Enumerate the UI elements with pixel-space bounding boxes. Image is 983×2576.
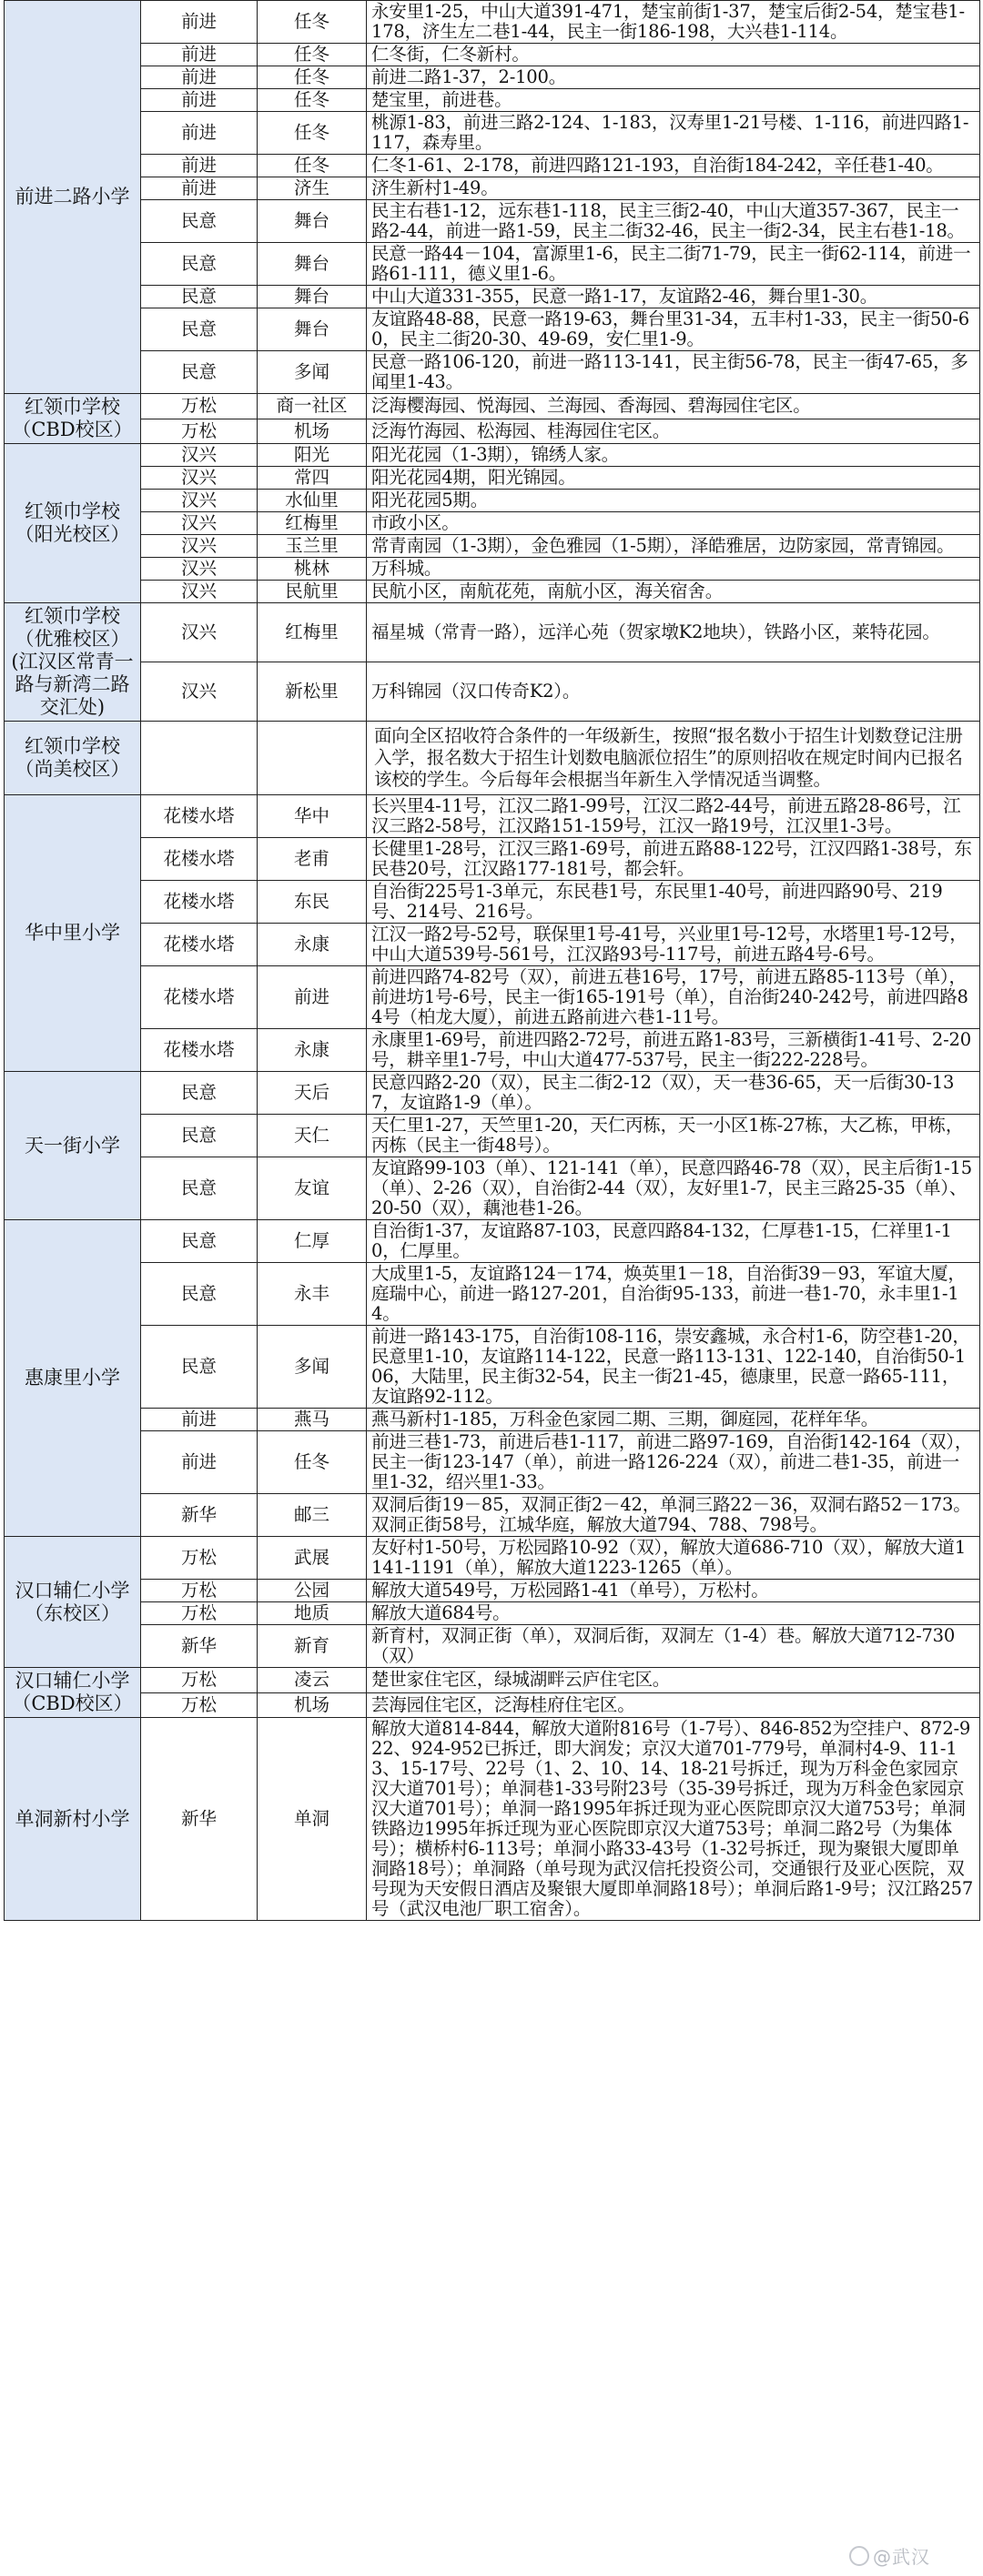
street-cell: 花楼水塔 [141,966,258,1029]
street-cell: 民意 [141,1072,258,1115]
table-row [5,177,980,200]
table-row [5,662,980,722]
school-name-cell: 惠康里小学 [5,1220,141,1537]
range-cell: 长健里1-28号，江汉三路1-69号，前进五路88-122号，江汉四路1-38号，东民巷20号，江汉路177-181号，都会轩。 [367,838,980,881]
table-row [5,558,980,581]
range-cell: 燕马新村1-185，万科金色家园二期、三期，御庭园，花样年华。 [367,1409,980,1431]
street-cell: 前进 [141,177,258,200]
range-cell: 前进二路1-37，2-100。 [367,66,980,89]
range-cell: 前进三巷1-73，前进后巷1-117，前进二路97-169，自治街142-164（双），民主一街123-147（单），前进一路126-224（双），前进二巷1-35，前进一里1-32，绍兴里1-33。 [367,1431,980,1494]
range-cell: 楚世家住宅区，绿城湖畔云庐住宅区。 [367,1668,980,1693]
table-row [5,966,980,1029]
school-name-cell: 天一街小学 [5,1072,141,1220]
school-name-cell: 单洞新村小学 [5,1718,141,1921]
community-cell: 常四 [258,467,367,490]
range-cell: 民主右巷1-12，远东巷1-118，民主三街2-40，中山大道357-367，民主一路2-44，前进一路1-59，民主二街32-46，民主一街2-34，民主右巷1-18。 [367,200,980,243]
community-cell: 水仙里 [258,490,367,512]
table-row [5,44,980,66]
community-cell: 红梅里 [258,603,367,662]
school-name-cell: 汉口辅仁小学（东校区） [5,1537,141,1668]
street-cell: 民意 [141,351,258,394]
table-row [5,1668,980,1693]
street-cell: 汉兴 [141,603,258,662]
range-cell: 仁冬1-61、2-178，前进四路121-193，自治街184-242，辛任巷1-40。 [367,155,980,177]
table-row [5,838,980,881]
table-row [5,1692,980,1718]
street-cell: 前进 [141,1431,258,1494]
community-cell: 民航里 [258,581,367,603]
community-cell: 凌云 [258,1668,367,1693]
community-cell: 友谊 [258,1157,367,1220]
range-cell: 阳光花园（1-3期），锦绣人家。 [367,444,980,467]
range-cell: 前进四路74-82号（双），前进五巷16号，17号，前进五路85-113号（单），前进坊1号-6号，民主一街165-191号（单），自治街240-242号，前进四路84号（柏龙大厦），前进五路前进六巷1-11号。 [367,966,980,1029]
range-cell: 中山大道331-355，民意一路1-17，友谊路2-46，舞台里1-30。 [367,286,980,308]
community-cell: 华中 [258,795,367,838]
community-cell: 天仁 [258,1115,367,1157]
community-cell: 红梅里 [258,512,367,535]
community-cell: 武展 [258,1537,367,1580]
street-cell: 花楼水塔 [141,795,258,838]
table-row [5,1263,980,1326]
street-cell: 汉兴 [141,444,258,467]
community-cell: 东民 [258,881,367,924]
street-cell: 汉兴 [141,467,258,490]
table-row [5,1326,980,1409]
table-row [5,1625,980,1668]
range-cell: 友谊路48-88，民意一路19-63，舞台里31-34，五丰村1-33，民主一街50-60，民主二街20-30、49-69，安仁里1-9。 [367,308,980,351]
table-row [5,1409,980,1431]
table-row [5,1115,980,1157]
street-cell: 新华 [141,1718,258,1921]
table-row [5,89,980,112]
community-cell: 天后 [258,1072,367,1115]
range-cell: 面向全区招收符合条件的一年级新生，按照“报名数小于招生计划数登记注册入学，报名数大于招生计划数电脑派位招生”的原则招收在规定时间内已报名该校的学生。今后每年会根据当年新生入学情况适当调整。 [367,722,980,795]
range-cell: 泛海竹海园、松海园、桂海园住宅区。 [367,419,980,444]
street-cell: 花楼水塔 [141,838,258,881]
street-cell: 民意 [141,1220,258,1263]
table-row [5,535,980,558]
community-cell: 前进 [258,966,367,1029]
table-row [5,603,980,662]
range-cell: 仁冬街，仁冬新村。 [367,44,980,66]
street-cell: 前进 [141,1409,258,1431]
range-cell: 民航小区，南航花苑，南航小区，海关宿舍。 [367,581,980,603]
range-cell: 泛海樱海园、悦海园、兰海园、香海园、碧海园住宅区。 [367,394,980,419]
street-cell: 汉兴 [141,662,258,722]
table-row [5,512,980,535]
community-cell: 任冬 [258,155,367,177]
table-row [5,286,980,308]
street-cell: 民意 [141,1115,258,1157]
community-cell: 公园 [258,1580,367,1602]
range-cell: 新育村，双洞正街（单），双洞后街，双洞左（1-4）巷。解放大道712-730（双） [367,1625,980,1668]
community-cell: 地质 [258,1602,367,1625]
street-cell [141,722,258,795]
street-cell: 花楼水塔 [141,924,258,966]
street-cell: 新华 [141,1494,258,1537]
community-cell: 任冬 [258,112,367,155]
range-cell: 常青南园（1-3期），金色雅园（1-5期），泽皓雅居，边防家园，常青锦园。 [367,535,980,558]
street-cell: 万松 [141,1692,258,1718]
range-cell: 自治街1-37，友谊路87-103，民意四路84-132，仁厚巷1-15，仁祥里1-10，仁厚里。 [367,1220,980,1263]
community-cell: 任冬 [258,44,367,66]
community-cell: 新松里 [258,662,367,722]
street-cell: 万松 [141,1602,258,1625]
range-cell: 解放大道814-844，解放大道附816号（1-7号）、846-852为空挂户、872-922、924-952已拆迁，即大润发；京汉大道701-779号，单洞村4-9、11-13、15-17号、22号（1、2、10、14、18-21号拆迁，现为万科金色家园京汉大道701号）；单洞巷1-33号附23号（35-39号拆迁，现为万科金色家园京汉大道701号）；单洞一路1995年拆迁现为亚心医院即京汉大道753号；单洞铁路边1995年拆迁现为亚心医院即京汉大道753号；单洞二路2号（为集体号）；横桥村6-113号；单洞小路33-43号（1-32号拆迁，现为聚银大厦即单洞路18号）；单洞路（单号现为武汉信托投资公司，交通银行及亚心医院，双号现为天安假日酒店及聚银大厦即单洞路18号）；单洞后路1-9号；汉江路257号（武汉电池厂职工宿舍）。 [367,1718,980,1921]
street-cell: 民意 [141,1263,258,1326]
school-name-cell: 红领巾学校（阳光校区） [5,444,141,603]
range-cell: 楚宝里，前进巷。 [367,89,980,112]
community-cell: 济生 [258,177,367,200]
community-cell: 舞台 [258,200,367,243]
community-cell: 多闻 [258,1326,367,1409]
community-cell: 阳光 [258,444,367,467]
community-cell: 任冬 [258,66,367,89]
street-cell: 前进 [141,89,258,112]
range-cell: 长兴里4-11号，江汉二路1-99号，江汉二路2-44号，前进五路28-86号，江汉三路2-58号，江汉路151-159号，江汉一路19号，江汉里1-3号。 [367,795,980,838]
street-cell: 民意 [141,308,258,351]
street-cell: 万松 [141,394,258,419]
range-cell: 自治街225号1-3单元，东民巷1号，东民里1-40号，前进四路90号、219号、214号、216号。 [367,881,980,924]
range-cell: 解放大道549号，万松园路1-41（单号），万松村。 [367,1580,980,1602]
table-row [5,1157,980,1220]
street-cell: 万松 [141,1668,258,1693]
street-cell: 民意 [141,1157,258,1220]
street-cell: 万松 [141,1580,258,1602]
table-row [5,1602,980,1625]
range-cell: 江汉一路2号-52号，联保里1号-41号，兴业里1号-12号，水塔里1号-12号，中山大道539号-561号，江汉路93号-117号，前进五路4号-6号。 [367,924,980,966]
street-cell: 花楼水塔 [141,1029,258,1072]
community-cell: 单洞 [258,1718,367,1921]
community-cell: 任冬 [258,1431,367,1494]
street-cell: 新华 [141,1625,258,1668]
table-row [5,1580,980,1602]
table-row [5,924,980,966]
range-cell: 解放大道684号。 [367,1602,980,1625]
table-row [5,66,980,89]
table-row [5,581,980,603]
community-cell: 燕马 [258,1409,367,1431]
range-cell: 友谊路99-103（单）、121-141（单），民意四路46-78（双），民主后街1-15（单）、2-26（双），自治街2-44（双），友好里1-7，民主三路25-35（单）、20-50（双），藕池巷1-26。 [367,1157,980,1220]
street-cell: 汉兴 [141,535,258,558]
street-cell: 民意 [141,200,258,243]
range-cell: 永康里1-69号，前进四路2-72号，前进五路1-83号，三新横街1-41号、2-20号，耕辛里1-7号，中山大道477-537号，民主一街222-228号。 [367,1029,980,1072]
table-row [5,467,980,490]
table-row [5,490,980,512]
school-name-cell: 汉口辅仁小学（CBD校区） [5,1668,141,1718]
range-cell: 阳光花园5期。 [367,490,980,512]
table-row [5,1431,980,1494]
table-row [5,444,980,467]
community-cell: 舞台 [258,243,367,286]
street-cell: 前进 [141,155,258,177]
street-cell: 汉兴 [141,558,258,581]
community-cell: 邮三 [258,1494,367,1537]
community-cell: 商一社区 [258,394,367,419]
community-cell: 老甫 [258,838,367,881]
table-row [5,795,980,838]
table-row [5,881,980,924]
street-cell: 汉兴 [141,490,258,512]
table-row [5,394,980,419]
street-cell: 万松 [141,1537,258,1580]
school-name-cell: 红领巾学校（尚美校区） [5,722,141,795]
range-cell: 友好村1-50号，万松园路10-92（双），解放大道686-710（双），解放大道1141-1191（单），解放大道1223-1265（单）。 [367,1537,980,1580]
street-cell: 前进 [141,1,258,44]
school-name-cell: 红领巾学校（CBD校区） [5,394,141,444]
table-row [5,112,980,155]
community-cell: 永丰 [258,1263,367,1326]
watermark [849,2542,930,2569]
range-cell: 万科城。 [367,558,980,581]
table-body [5,1,980,1921]
street-cell: 民意 [141,286,258,308]
community-cell: 桃林 [258,558,367,581]
school-name-cell: 前进二路小学 [5,1,141,394]
street-cell: 民意 [141,243,258,286]
range-cell: 前进一路143-175，自治街108-116，崇安鑫城，永合村1-6，防空巷1-20，民意里1-10，友谊路114-122，民意一路113-131、122-140，自治街50-106，大陆里，民主街32-54，民主一街21-45，德康里，民意一路65-111，友谊路92-112。 [367,1326,980,1409]
table-row [5,200,980,243]
range-cell: 市政小区。 [367,512,980,535]
range-cell: 芸海园住宅区，泛海桂府住宅区。 [367,1692,980,1718]
community-cell: 任冬 [258,89,367,112]
street-cell: 花楼水塔 [141,881,258,924]
school-name-cell: 红领巾学校（优雅校区）(江汉区常青一路与新湾二路交汇处) [5,603,141,722]
community-cell: 舞台 [258,308,367,351]
street-cell: 民意 [141,1326,258,1409]
range-cell: 双洞后街19－85，双洞正街2－42，单洞三路22－36，双洞右路52－173。双洞正街58号，江城华庭，解放大道794、788、798号。 [367,1494,980,1537]
table-row [5,1718,980,1921]
range-cell: 万科锦园（汉口传奇K2）。 [367,662,980,722]
range-cell: 民意一路106-120，前进一路113-141，民主街56-78，民主一街47-65，多闻里1-43。 [367,351,980,394]
table-row [5,419,980,444]
community-cell: 舞台 [258,286,367,308]
table-row [5,722,980,795]
range-cell: 桃源1-83，前进三路2-124、1-183，汉寿里1-21号楼、1-116，前进四路1-117，森寿里。 [367,112,980,155]
community-cell: 任冬 [258,1,367,44]
community-cell: 玉兰里 [258,535,367,558]
community-cell: 仁厚 [258,1220,367,1263]
range-cell: 民意四路2-20（双），民主二街2-12（双），天一巷36-65，天一后街30-137，友谊路1-9（单）。 [367,1072,980,1115]
table-row [5,1029,980,1072]
school-district-table [4,0,980,1921]
range-cell: 民意一路44－104，富源里1-6，民主二街71-79，民主一街62-114，前进一路61-111，德义里1-6。 [367,243,980,286]
range-cell: 济生新村1-49。 [367,177,980,200]
community-cell: 机场 [258,419,367,444]
table-row [5,155,980,177]
table-row [5,1494,980,1537]
community-cell [258,722,367,795]
street-cell: 前进 [141,112,258,155]
street-cell: 汉兴 [141,581,258,603]
table-row [5,243,980,286]
community-cell: 机场 [258,1692,367,1718]
range-cell: 福星城（常青一路），远洋心苑（贺家墩K2地块），铁路小区，莱特花园。 [367,603,980,662]
watermark-icon [849,2546,869,2566]
street-cell: 前进 [141,66,258,89]
street-cell: 汉兴 [141,512,258,535]
range-cell: 大成里1-5，友谊路124－174，焕英里1－18，自治街39－93，军谊大厦，庭瑞中心，前进一路127-201，自治街95-133，前进一巷1-70，永丰里1-14。 [367,1263,980,1326]
range-cell: 阳光花园4期，阳光锦园。 [367,467,980,490]
range-cell: 天仁里1-27，天竺里1-20，天仁丙栋，天一小区1栋-27栋，大乙栋，甲栋，丙栋（民主一街48号）。 [367,1115,980,1157]
street-cell: 前进 [141,44,258,66]
range-cell: 永安里1-25，中山大道391-471，楚宝前街1-37，楚宝后街2-54，楚宝巷1-178，济生左二巷1-44，民主一街186-198，大兴巷1-114。 [367,1,980,44]
school-name-cell: 华中里小学 [5,795,141,1072]
community-cell: 永康 [258,924,367,966]
street-cell: 万松 [141,419,258,444]
table-row [5,1,980,44]
community-cell: 永康 [258,1029,367,1072]
community-cell: 多闻 [258,351,367,394]
table-row [5,1072,980,1115]
table-row [5,1220,980,1263]
community-cell: 新育 [258,1625,367,1668]
watermark-text: @武汉 [873,2546,930,2568]
table-row [5,351,980,394]
table-row [5,1537,980,1580]
table-row [5,308,980,351]
